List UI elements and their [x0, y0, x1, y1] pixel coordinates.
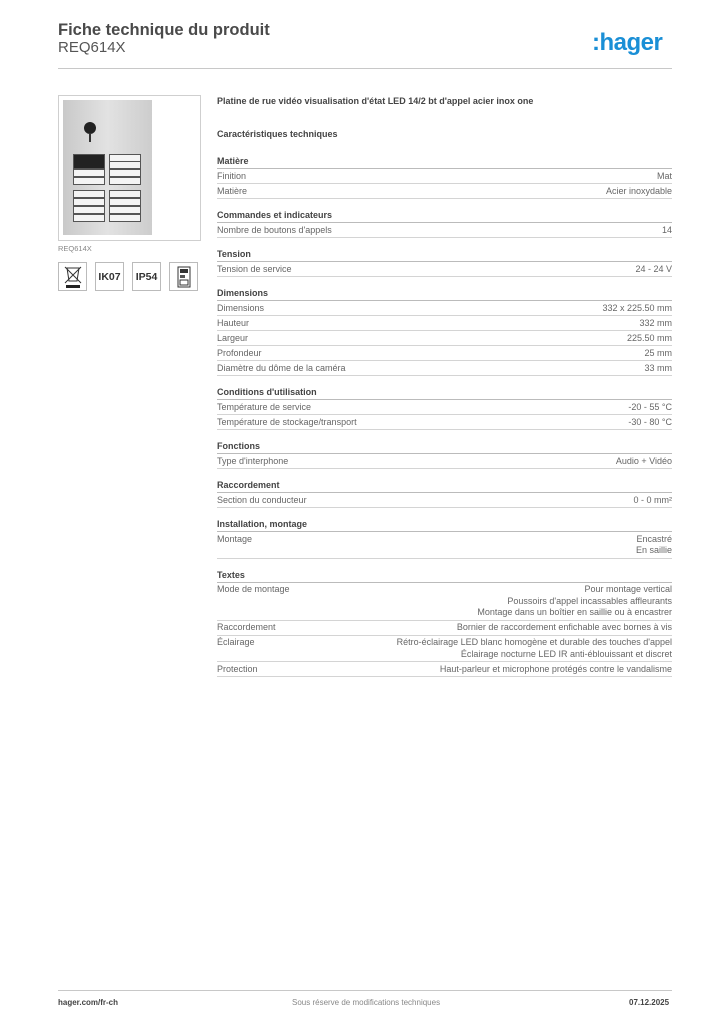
spec-label: Profondeur	[217, 347, 262, 358]
ik07-badge: IK07	[95, 262, 124, 291]
spec-value	[636, 534, 672, 557]
product-reference: REQ614X	[58, 39, 126, 56]
section-heading: Matière	[217, 155, 672, 169]
spec-value-line: -30 - 80 °C	[628, 416, 672, 427]
spec-label: Nombre de boutons d'appels	[217, 224, 332, 235]
spec-value-line: Acier inoxydable	[605, 185, 672, 196]
footer-date: 07.12.2025	[629, 998, 670, 1007]
spec-value-line: -20 - 55 °C	[628, 401, 672, 412]
spec-label: Éclairage	[217, 637, 255, 647]
spec-section	[217, 209, 672, 238]
spec-value	[602, 303, 672, 315]
spec-row	[217, 346, 672, 361]
spec-row	[217, 223, 672, 238]
call-button-icon	[109, 190, 141, 198]
spec-label: Finition	[217, 170, 247, 181]
spec-value	[457, 622, 672, 634]
spec-row	[217, 169, 672, 184]
spec-value	[606, 186, 672, 198]
weee-recycling-icon	[58, 262, 87, 291]
spec-row	[217, 636, 672, 663]
call-button-icon	[109, 206, 141, 214]
display	[73, 154, 105, 169]
spec-value	[662, 225, 672, 237]
spec-row	[217, 262, 672, 277]
call-button-icon	[73, 177, 105, 185]
spec-row	[217, 184, 672, 199]
spec-value	[628, 402, 672, 414]
call-button-icon	[109, 161, 141, 169]
spec-label: Mode de montage	[217, 584, 290, 594]
spec-row	[217, 400, 672, 415]
call-button-icon	[109, 198, 141, 206]
call-button-icon	[73, 190, 105, 198]
door-station-panel	[63, 100, 152, 235]
spec-value-line: Montage dans un boîtier en saillie ou à encastrer	[477, 607, 672, 617]
spec-value-line: 33 mm	[644, 362, 672, 373]
spec-row	[217, 621, 672, 636]
characteristics-heading: Caractéristiques techniques	[217, 129, 338, 139]
spec-label: Matière	[217, 185, 248, 196]
section-heading: Commandes et indicateurs	[217, 209, 672, 223]
section-heading: Fonctions	[217, 440, 672, 454]
spec-row	[217, 415, 672, 430]
spec-label: Montage	[217, 533, 253, 544]
camera-stem	[89, 133, 91, 142]
spec-section	[217, 518, 672, 559]
spec-value	[633, 495, 672, 507]
spec-label: Température de service	[217, 401, 312, 412]
spec-value-line: Bornier de raccordement enfichable avec bornes à vis	[456, 622, 672, 632]
call-button-icon	[73, 169, 105, 177]
spec-value	[477, 584, 672, 619]
spec-row	[217, 662, 672, 677]
spec-label: Section du conducteur	[217, 494, 307, 505]
spec-value-line: 25 mm	[644, 347, 672, 358]
hager-logo: :hager	[592, 29, 663, 56]
spec-row	[217, 361, 672, 376]
spec-section	[217, 287, 672, 376]
spec-section	[217, 440, 672, 469]
spec-label: Température de stockage/transport	[217, 416, 357, 427]
spec-value-line: Haut-parleur et microphone protégés contre le vandalisme	[439, 663, 672, 674]
spec-label: Diamètre du dôme de la caméra	[217, 362, 346, 373]
spec-label: Tension de service	[217, 263, 292, 274]
call-button-icon	[73, 214, 105, 222]
spec-value-line: 225.50 mm	[626, 332, 672, 343]
spec-value-line: Pour montage vertical	[584, 584, 672, 594]
spec-label: Largeur	[217, 332, 249, 343]
spec-value	[628, 417, 672, 429]
spec-row	[217, 454, 672, 469]
section-heading: Tension	[217, 248, 672, 262]
product-image	[58, 95, 201, 241]
footer-divider	[58, 990, 672, 991]
spec-row	[217, 583, 672, 621]
spec-value-line: Mat	[656, 170, 672, 181]
section-heading: Dimensions	[217, 287, 672, 301]
spec-value-line: 332 x 225.50 mm	[602, 302, 672, 313]
image-caption: REQ614X	[58, 244, 92, 253]
spec-value	[397, 637, 672, 660]
spec-section	[217, 386, 672, 430]
call-button-icon	[109, 169, 141, 177]
spec-value-line: En saillie	[635, 545, 672, 555]
spec-label: Dimensions	[217, 302, 265, 313]
spec-value-line: Encastré	[636, 533, 672, 544]
spec-row	[217, 493, 672, 508]
call-button-icon	[109, 214, 141, 222]
product-datasheet-icon	[169, 262, 198, 291]
document-title: Fiche technique du produit	[58, 21, 270, 39]
footer-website-link[interactable]: hager.com/fr-ch	[58, 998, 119, 1007]
spec-row	[217, 331, 672, 346]
spec-value-line: Éclairage nocturne LED IR anti-éblouissant et discret	[460, 648, 672, 659]
spec-value-line: Audio + Vidéo	[615, 455, 672, 466]
section-heading: Raccordement	[217, 479, 672, 493]
spec-value	[616, 456, 672, 468]
spec-value-line: 14	[661, 224, 672, 235]
spec-value	[644, 363, 672, 375]
section-heading: Installation, montage	[217, 518, 672, 532]
product-description: Platine de rue vidéo visualisation d'état LED 14/2 bt d'appel acier inox one	[217, 96, 534, 106]
spec-value	[635, 264, 672, 276]
spec-value-line: Rétro-éclairage LED blanc homogène et durable des touches d'appel	[396, 637, 672, 647]
section-heading: Textes	[217, 569, 672, 583]
spec-row	[217, 301, 672, 316]
spec-section	[217, 479, 672, 508]
spec-row	[217, 532, 672, 559]
spec-label: Type d'interphone	[217, 455, 289, 466]
spec-label: Raccordement	[217, 622, 276, 632]
spec-label: Hauteur	[217, 317, 250, 328]
spec-value-line: 24 - 24 V	[635, 263, 672, 274]
spec-value	[639, 318, 672, 330]
call-button-icon	[73, 198, 105, 206]
spec-value	[440, 664, 672, 676]
spec-row	[217, 316, 672, 331]
spec-section	[217, 155, 672, 199]
spec-value	[627, 333, 672, 345]
spec-label: Protection	[217, 663, 258, 674]
spec-value	[644, 348, 672, 360]
section-heading: Conditions d'utilisation	[217, 386, 672, 400]
call-button-icon	[73, 206, 105, 214]
spec-section	[217, 569, 672, 678]
spec-value	[657, 171, 672, 183]
specifications	[217, 96, 672, 677]
spec-value-line: 0 - 0 mm²	[633, 494, 672, 505]
spec-value-line: 332 mm	[639, 317, 672, 328]
footer-disclaimer: Sous réserve de modifications techniques	[292, 998, 441, 1007]
header-divider	[58, 68, 672, 69]
certification-icons	[58, 262, 198, 291]
ip54-badge: IP54	[132, 262, 161, 291]
spec-value-line: Poussoirs d'appel incassables affleurants	[507, 595, 672, 606]
call-button-icon	[109, 177, 141, 185]
spec-section	[217, 248, 672, 277]
